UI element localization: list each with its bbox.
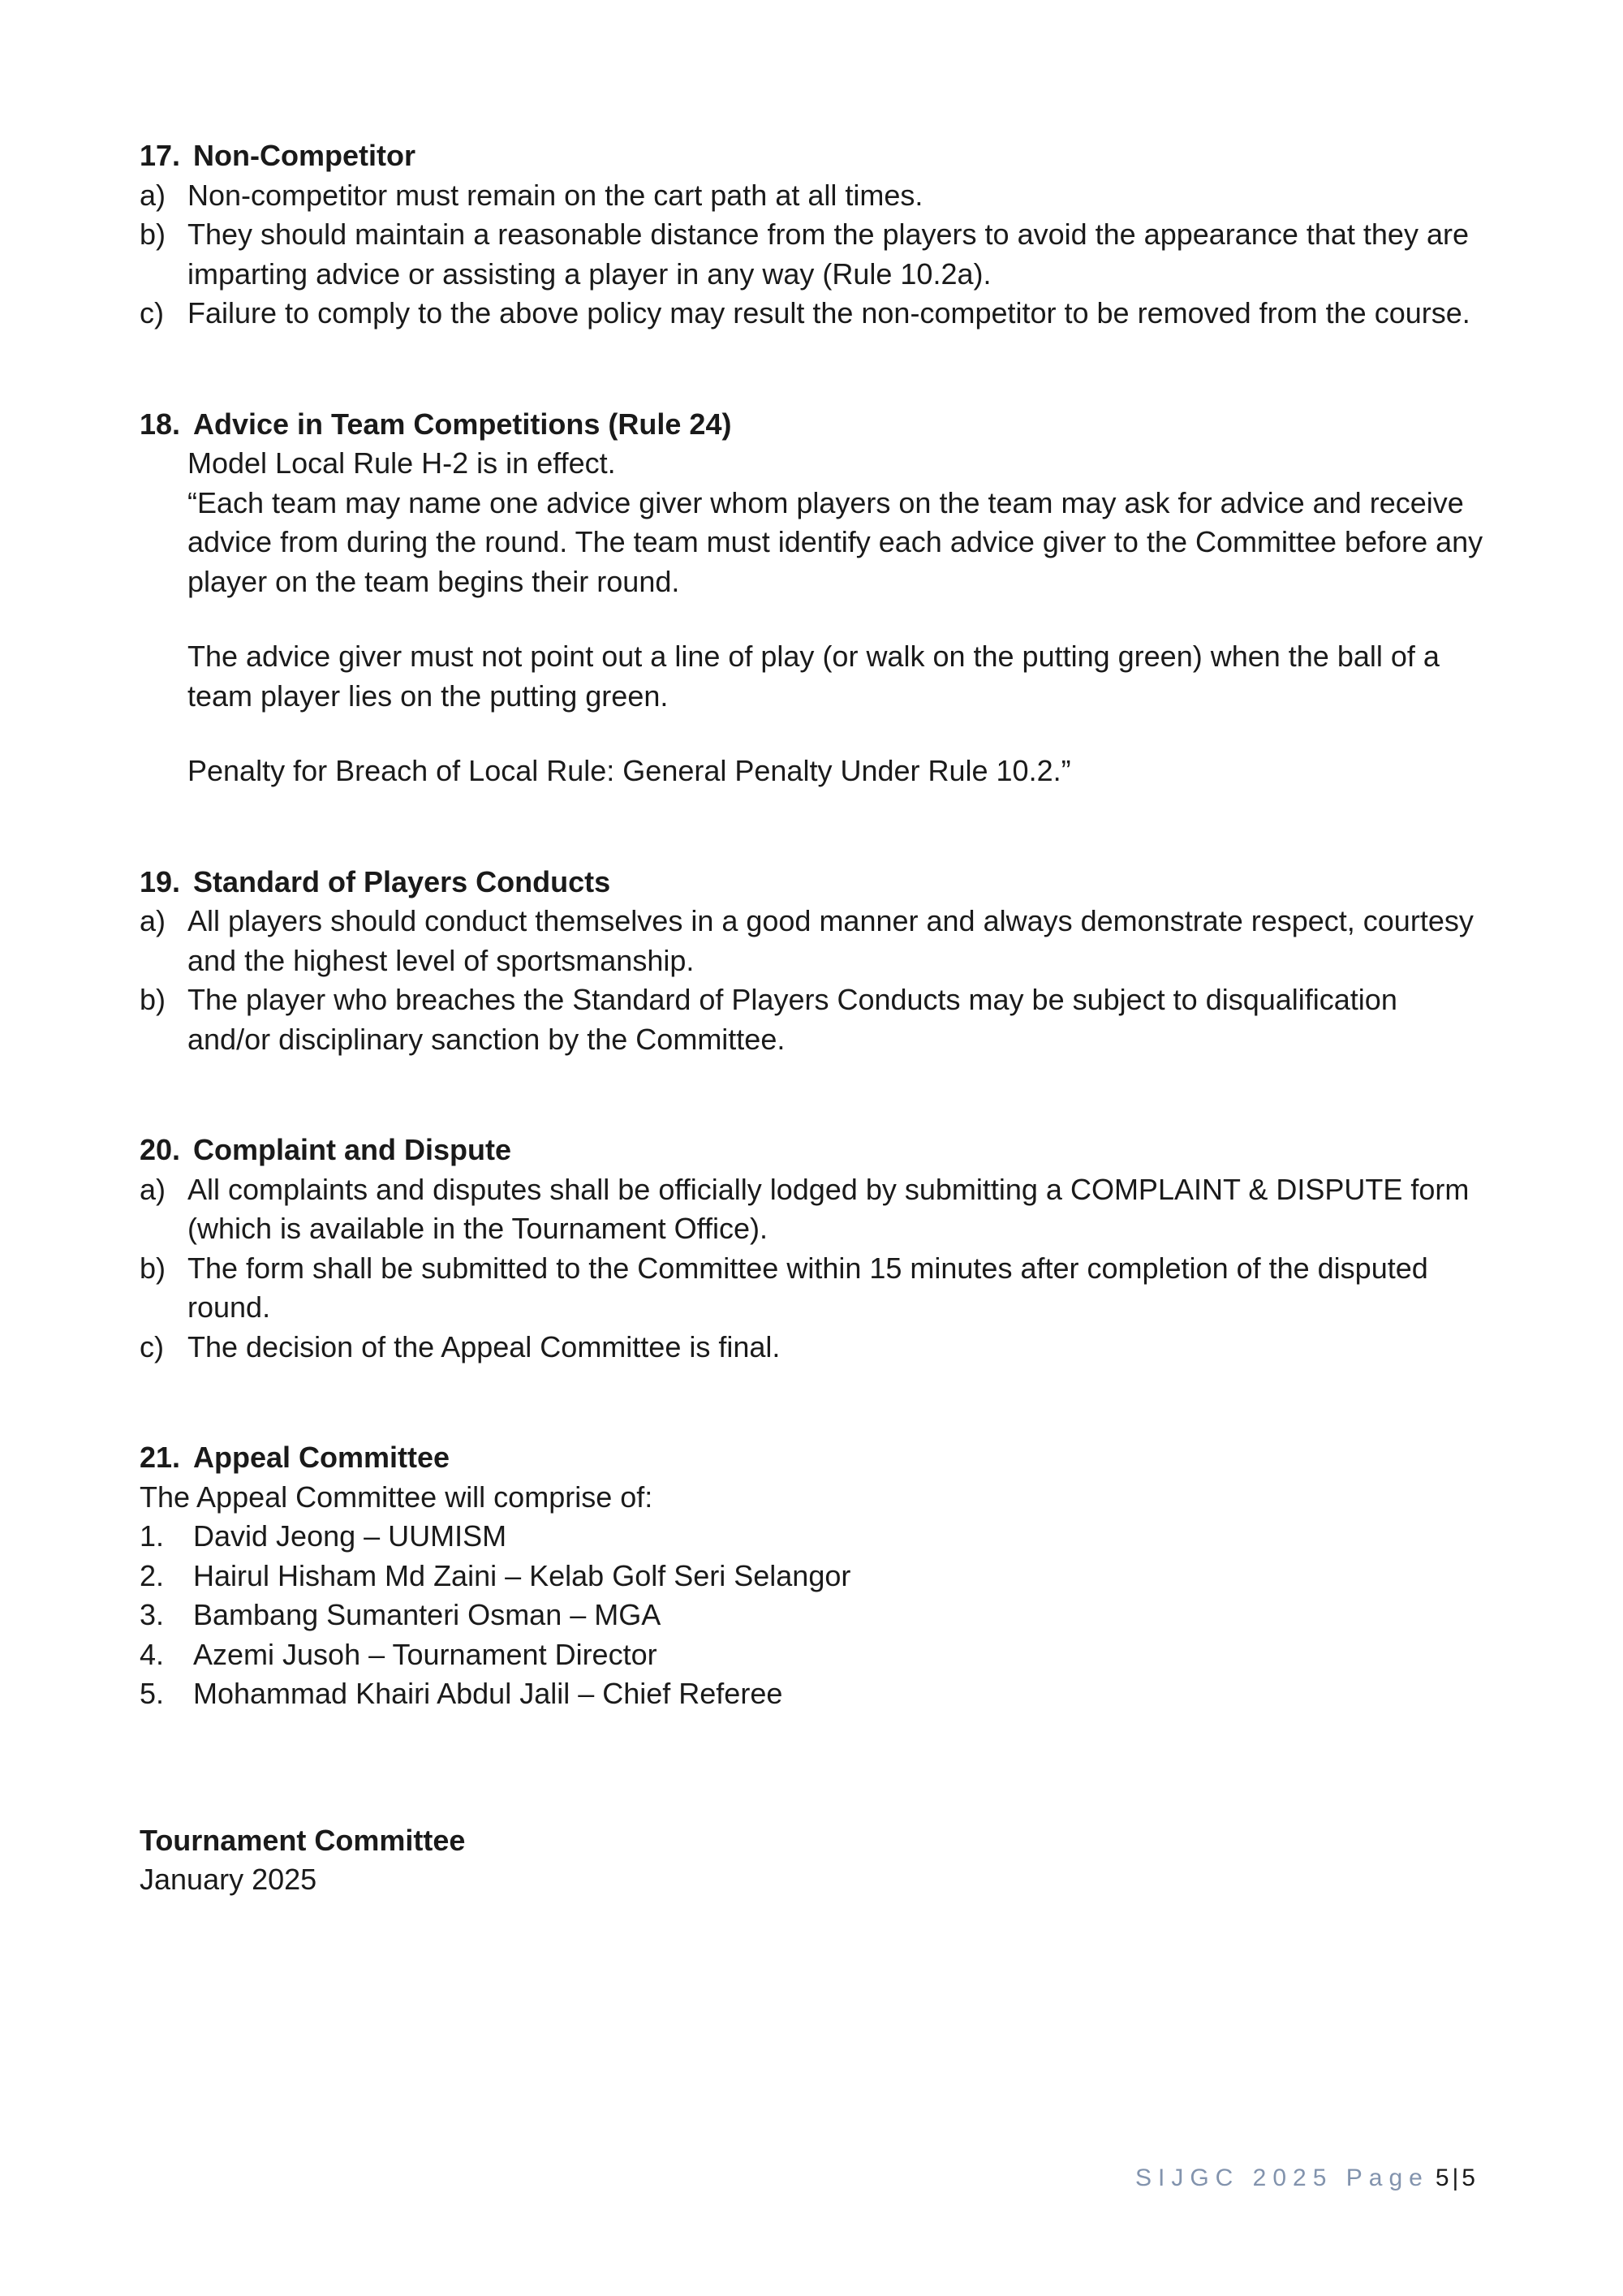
- footer-page-number: 5|5: [1435, 2165, 1479, 2191]
- list-item: [140, 1249, 1487, 1328]
- item-text: The player who breaches the Standard of Players Conducts may be subject to disqualification and/or disciplinary sanction by the Committee.: [187, 983, 1397, 1056]
- list-item: [140, 902, 1487, 980]
- paragraph: “Each team may name one advice giver whom players on the team may ask for advice and receive advice from during the round. The team must identify each advice giver to the Committee before any player on the team begins their round.: [187, 485, 1483, 598]
- member-name: David Jeong – UUMISM: [193, 1519, 507, 1553]
- member-number: 2.: [140, 1558, 165, 1592]
- item-text: All complaints and disputes shall be officially lodged by submitting a COMPLAINT & DISPUTE form (which is available in the Tournament Office).: [187, 1172, 1470, 1245]
- section-number: 20.: [140, 1133, 181, 1166]
- footer-label: SIJGC 2025 Page: [1135, 2165, 1429, 2191]
- section-title: Appeal Committee: [193, 1441, 450, 1474]
- member-name: Mohammad Khairi Abdul Jalil – Chief Referee: [193, 1677, 783, 1710]
- member-number: 4.: [140, 1637, 165, 1671]
- section-title: Non-Competitor: [193, 139, 415, 172]
- section-standard-of-players-conducts: [140, 863, 1487, 1060]
- section-number: 19.: [140, 864, 181, 898]
- item-text: Non-competitor must remain on the cart path at all times.: [187, 178, 923, 212]
- signoff-date: January 2025: [140, 1863, 317, 1896]
- section-title: Standard of Players Conducts: [193, 864, 611, 898]
- section-intro: The Appeal Committee will comprise of:: [140, 1480, 653, 1514]
- item-label: b): [140, 218, 166, 251]
- section-title: Complaint and Dispute: [193, 1133, 512, 1166]
- section-body: [187, 444, 1487, 791]
- section-complaint-and-dispute: [140, 1131, 1487, 1367]
- paragraph: Penalty for Breach of Local Rule: General Penalty Under Rule 10.2.”: [187, 754, 1071, 787]
- list-item: [140, 980, 1487, 1059]
- member-number: 5.: [140, 1677, 165, 1710]
- signoff: [140, 1821, 1487, 1900]
- item-text: Failure to comply to the above policy may result the non-competitor to be removed from the course.: [187, 296, 1470, 330]
- section-number: 18.: [140, 407, 181, 441]
- item-label: a): [140, 1172, 166, 1206]
- member-name: Hairul Hisham Md Zaini – Kelab Golf Seri Selangor: [193, 1558, 851, 1592]
- item-text: The decision of the Appeal Committee is final.: [187, 1329, 781, 1363]
- item-label: b): [140, 1251, 166, 1285]
- section-appeal-committee: [140, 1438, 1487, 1714]
- list-item: [140, 176, 1487, 216]
- paragraph: Model Local Rule H-2 is in effect.: [187, 446, 616, 480]
- section-number: 21.: [140, 1441, 181, 1474]
- list-item: [140, 1328, 1487, 1368]
- item-label: a): [140, 178, 166, 212]
- committee-member: [140, 1557, 1487, 1596]
- item-text: The form shall be submitted to the Committee within 15 minutes after completion of the disputed round.: [187, 1251, 1428, 1324]
- list-item: [140, 1170, 1487, 1249]
- section-heading: [140, 863, 1487, 902]
- list-item: [140, 294, 1487, 334]
- committee-member: [140, 1674, 1487, 1714]
- list-item: [140, 215, 1487, 294]
- member-name: Azemi Jusoh – Tournament Director: [193, 1637, 657, 1671]
- signoff-title: Tournament Committee: [140, 1823, 466, 1857]
- section-heading: [140, 1438, 1487, 1478]
- committee-member: [140, 1596, 1487, 1635]
- paragraph: The advice giver must not point out a line of play (or walk on the putting green) when the ball of a team player lies on the putting green.: [187, 640, 1440, 713]
- member-number: 3.: [140, 1598, 165, 1631]
- section-number: 17.: [140, 139, 181, 172]
- member-number: 1.: [140, 1519, 165, 1553]
- item-label: c): [140, 296, 164, 330]
- item-label: b): [140, 983, 166, 1016]
- item-text: All players should conduct themselves in a good manner and always demonstrate respect, courtesy and the highest level of sportsmanship.: [187, 904, 1474, 977]
- item-label: c): [140, 1329, 164, 1363]
- content: [140, 136, 1487, 1900]
- item-label: a): [140, 904, 166, 937]
- section-heading: [140, 136, 1487, 176]
- member-name: Bambang Sumanteri Osman – MGA: [193, 1598, 661, 1631]
- committee-member: [140, 1635, 1487, 1675]
- item-text: They should maintain a reasonable distance from the players to avoid the appearance that they are imparting advice or assisting a player in any way (Rule 10.2a).: [187, 218, 1469, 291]
- page-footer: [1135, 2162, 1479, 2195]
- section-non-competitor: [140, 136, 1487, 334]
- committee-member: [140, 1517, 1487, 1557]
- section-heading: [140, 405, 1487, 445]
- section-title: Advice in Team Competitions (Rule 24): [193, 407, 732, 441]
- section-advice-in-team-competitions: [140, 405, 1487, 791]
- section-heading: [140, 1131, 1487, 1170]
